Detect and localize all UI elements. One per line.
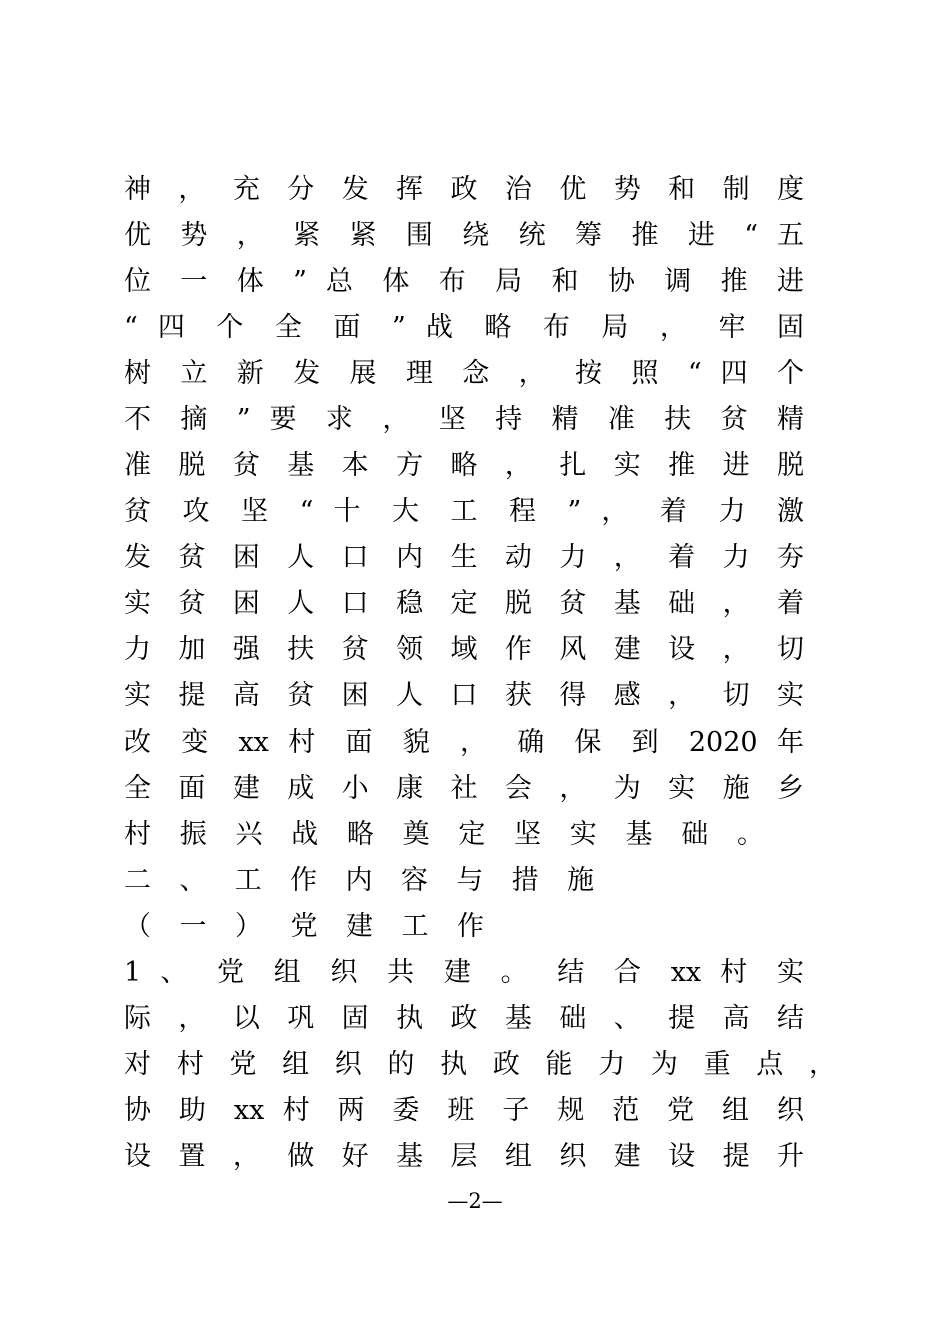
text-line: 际 ， 以 巩 固 执 政 基 础 、 提 高 结 — [124, 1003, 804, 1034]
text-line: 位 一 体 ” 总 体 布 局 和 协 调 推 进 — [124, 266, 804, 297]
text-line: 神 ， 充 分 发 挥 政 治 优 势 和 制 度 — [124, 174, 804, 205]
text-line: 对 村 党 组 织 的 执 政 能 力 为 重 点 ， — [124, 1049, 836, 1080]
text-line: “ 四 个 全 面 ” 战 略 布 局 ， 牢 固 — [124, 312, 804, 343]
text-line: 设 置 ， 做 好 基 层 组 织 建 设 提 升 — [124, 1141, 804, 1172]
text-line: 全 面 建 成 小 康 社 会 ， 为 实 施 乡 — [124, 773, 804, 804]
text-line: 树 立 新 发 展 理 念 ， 按 照 “ 四 个 — [124, 358, 804, 389]
page-number: —2— — [447, 1189, 503, 1213]
text-line: 协 助 xx 村 两 委 班 子 规 范 党 组 织 — [124, 1095, 804, 1126]
text-line: 村 振 兴 战 略 奠 定 坚 实 基 础 。 — [124, 819, 764, 850]
section-heading: 二 、 工 作 内 容 与 措 施 — [124, 865, 594, 896]
text-line: 贫 攻 坚 “ 十 大 工 程 ” ， 着 力 激 — [124, 496, 804, 527]
text-line: 不 摘 ” 要 求 ， 坚 持 精 准 扶 贫 精 — [124, 404, 804, 435]
text-line: 力 加 强 扶 贫 领 域 作 风 建 设 ， 切 — [124, 634, 804, 665]
subsection-heading: （ 一 ） 党 建 工 作 — [124, 911, 484, 942]
text-line: 发 贫 困 人 口 内 生 动 力 ， 着 力 夯 — [124, 542, 804, 573]
text-line: 改 变 xx 村 面 貌 ， 确 保 到 2020 年 — [124, 727, 804, 758]
text-line: 优 势 ， 紧 紧 围 绕 统 筹 推 进 “ 五 — [124, 220, 804, 251]
text-line: 准 脱 贫 基 本 方 略 ， 扎 实 推 进 脱 — [124, 450, 804, 481]
text-line: 1 、 党 组 织 共 建 。 结 合 xx 村 实 — [124, 957, 804, 988]
text-line: 实 贫 困 人 口 稳 定 脱 贫 基 础 ， 着 — [124, 588, 804, 619]
text-line: 实 提 高 贫 困 人 口 获 得 感 ， 切 实 — [124, 680, 804, 711]
